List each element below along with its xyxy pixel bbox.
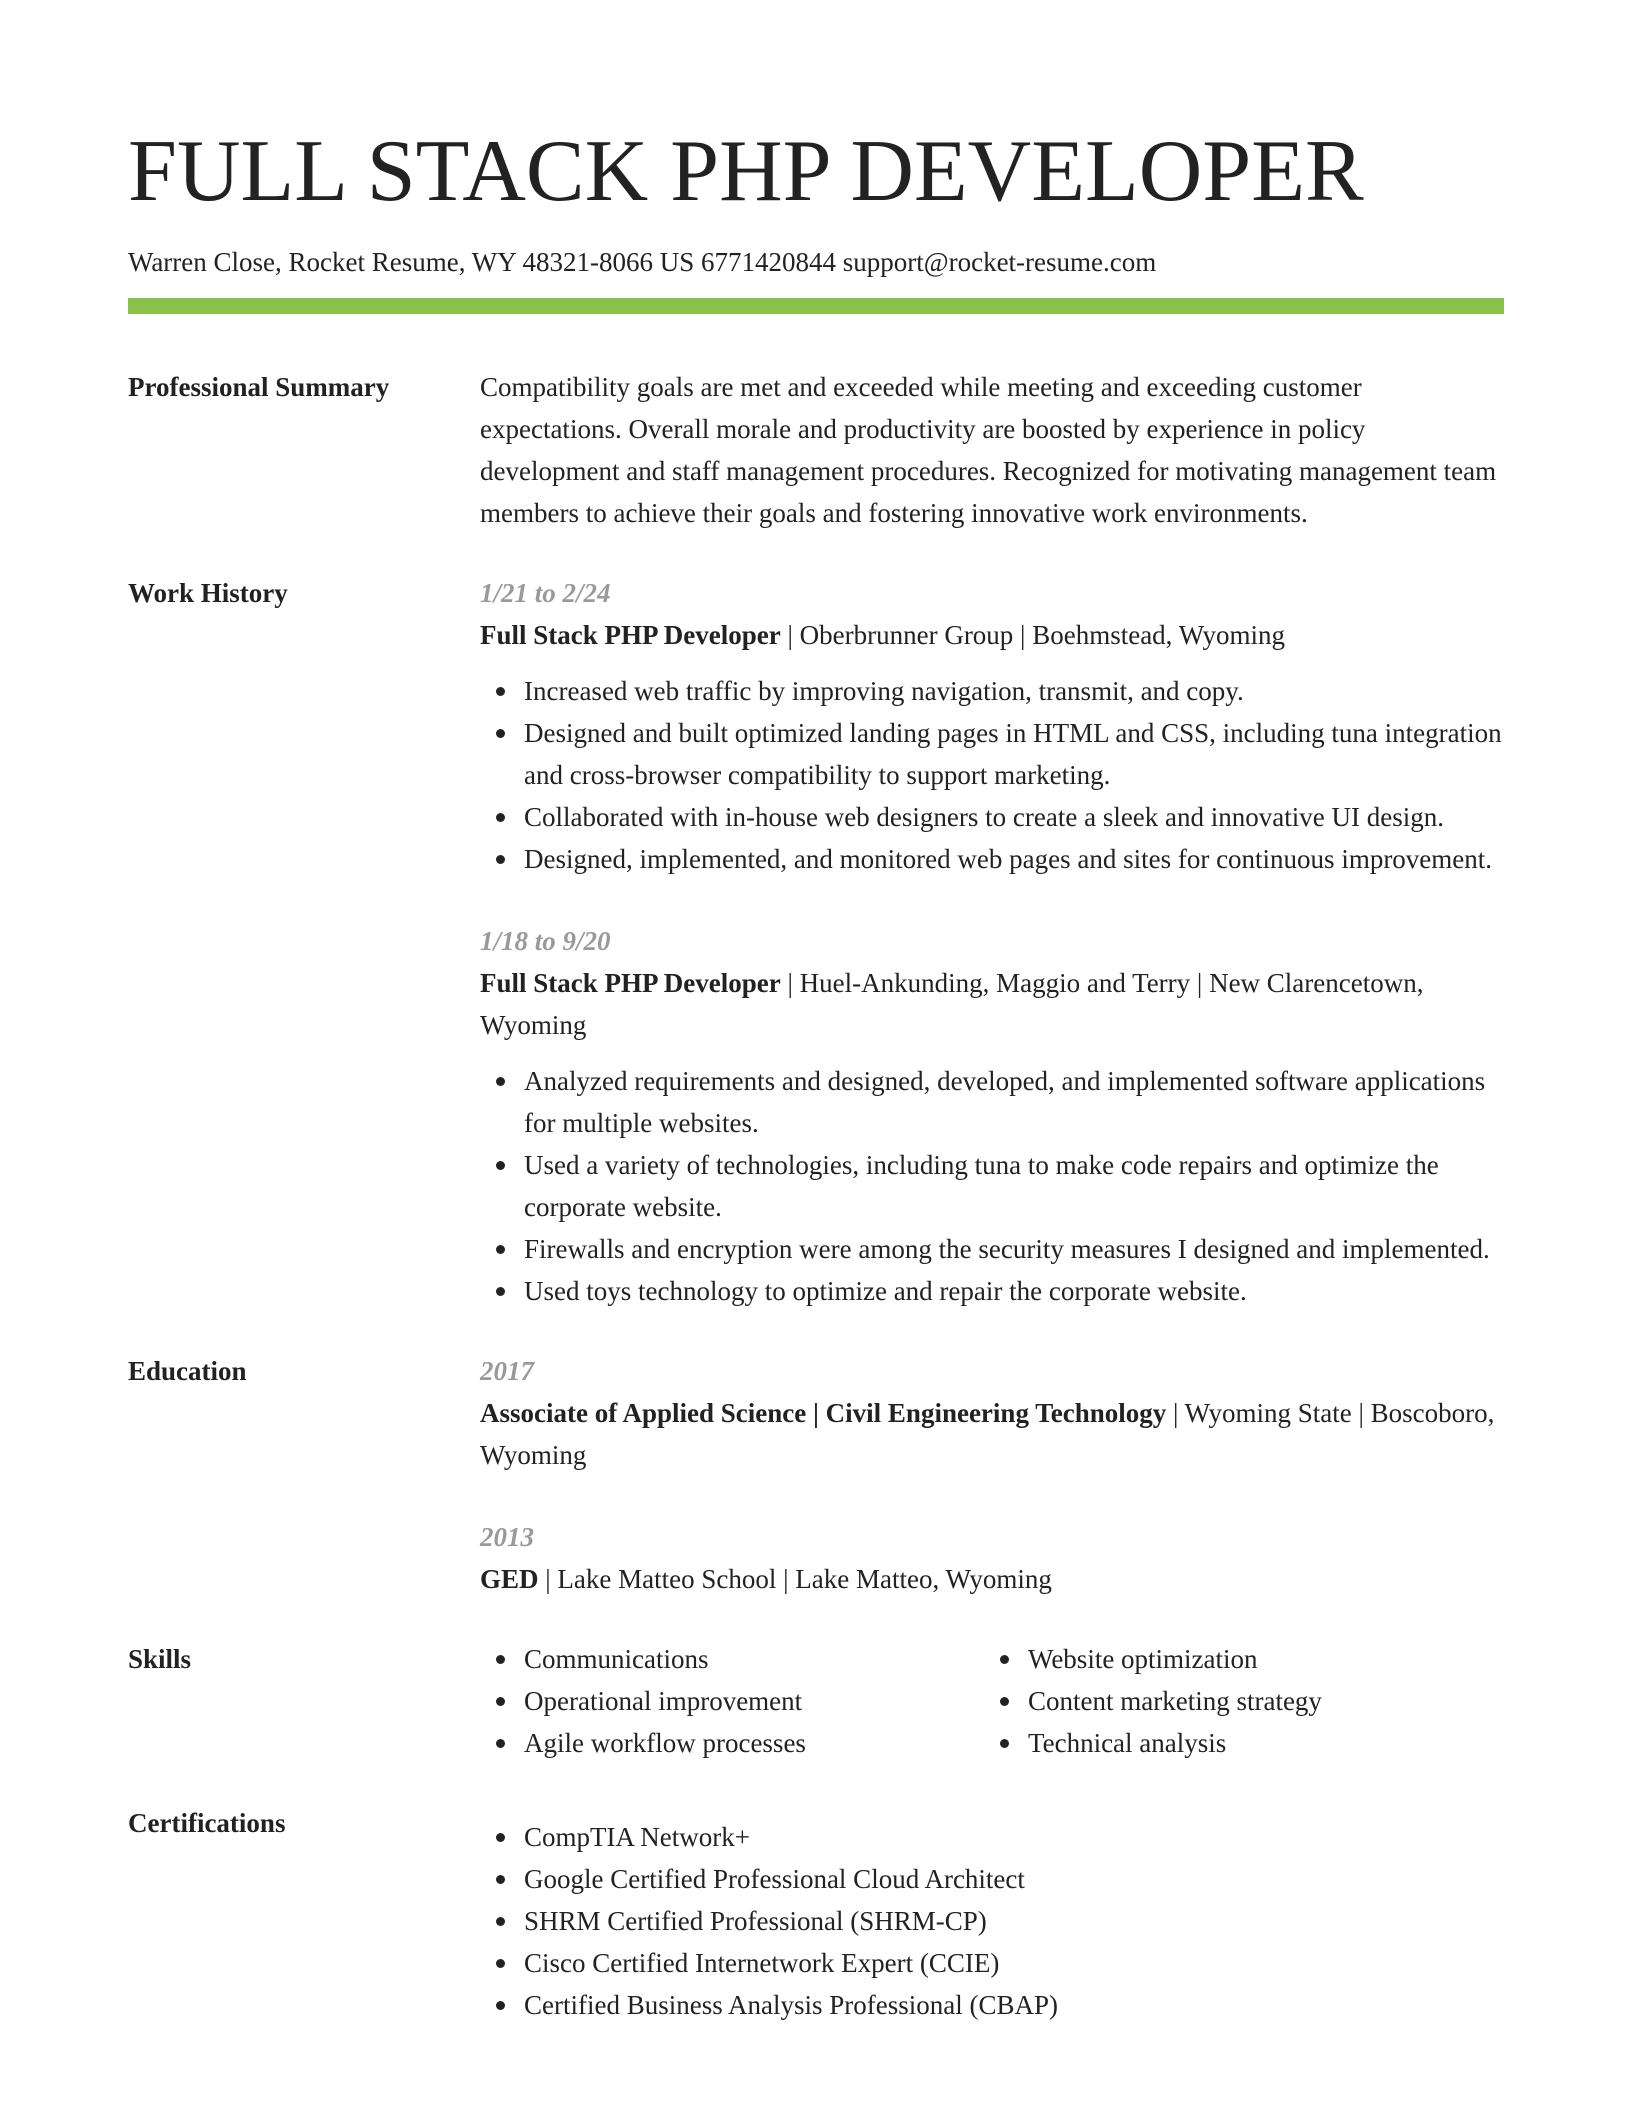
job-bullets [480,670,1504,880]
education-heading [480,1392,1504,1476]
certifications-body [480,1802,1504,2026]
skills-section [128,1638,1504,1764]
work-history-section [128,572,1504,1312]
skill-item: Communications [480,1638,984,1680]
summary-text: Compatibility goals are met and exceeded while meeting and exceeding customer expectations. Overall morale and productivity are boosted by experience in policy development and staff management procedures. Recognized for motivating management team members to achieve their goals and fostering innovative work environments. [480,372,1497,528]
education-entry [480,1350,1504,1476]
contact-line: Warren Close, Rocket Resume, WY 48321-8066 US 6771420844 support@rocket-resume.com [128,247,1157,277]
certification-item: SHRM Certified Professional (SHRM-CP) [480,1900,1504,1942]
job-details: | Oberbrunner Group | Boehmstead, Wyoming [780,620,1286,650]
job-bullet: Analyzed requirements and designed, developed, and implemented software applications for multiple websites. [480,1060,1504,1144]
job-title: Full Stack PHP Developer [480,968,781,998]
education-details: | Wyoming State | Boscoboro, Wyoming [480,1398,1495,1470]
job-dates: 1/18 to 9/20 [480,926,611,956]
section-title-skills: Skills [128,1644,192,1674]
education-year: 2013 [480,1522,534,1552]
work-history-body [480,572,1504,1312]
education-degree: Associate of Applied Science | Civil Engineering Technology [480,1398,1167,1428]
section-title-certifications: Certifications [128,1808,286,1838]
certifications-section [128,1802,1504,2026]
skill-item: Operational improvement [480,1680,984,1722]
skills-list-left [480,1638,984,1764]
resume-page [128,124,1504,2026]
job-heading [480,962,1504,1046]
education-details: | Lake Matteo School | Lake Matteo, Wyoming [538,1564,1052,1594]
job-heading [480,614,1504,656]
education-degree: GED [480,1564,539,1594]
job-bullets [480,1060,1504,1312]
job-entry [480,572,1504,880]
accent-divider [128,298,1504,314]
skills-body [480,1638,1504,1764]
certification-item: Google Certified Professional Cloud Architect [480,1858,1504,1900]
certifications-list [480,1816,1504,2026]
section-title-education: Education [128,1356,247,1386]
job-details: | Huel-Ankunding, Maggio and Terry | New Clarencetown, Wyoming [480,968,1424,1040]
education-year: 2017 [480,1356,534,1386]
job-bullet: Designed and built optimized landing pages in HTML and CSS, including tuna integration and cross-browser compatibility to support marketing. [480,712,1504,796]
resume-name: FULL STACK PHP DEVELOPER [128,123,1364,220]
job-dates: 1/21 to 2/24 [480,578,611,608]
education-body [480,1350,1504,1600]
job-bullet: Designed, implemented, and monitored web pages and sites for continuous improvement. [480,838,1504,880]
job-bullet: Collaborated with in-house web designers to create a sleek and innovative UI design. [480,796,1504,838]
skill-item: Technical analysis [984,1722,1488,1764]
job-bullet: Increased web traffic by improving navigation, transmit, and copy. [480,670,1504,712]
job-title: Full Stack PHP Developer [480,620,781,650]
certification-item: Cisco Certified Internetwork Expert (CCIE) [480,1942,1504,1984]
section-title-summary: Professional Summary [128,372,390,402]
education-heading [480,1558,1504,1600]
skill-item: Agile workflow processes [480,1722,984,1764]
skill-item: Website optimization [984,1638,1488,1680]
job-bullet: Used a variety of technologies, including tuna to make code repairs and optimize the corporate website. [480,1144,1504,1228]
summary-section [128,366,1504,534]
job-bullet: Firewalls and encryption were among the security measures I designed and implemented. [480,1228,1504,1270]
job-entry [480,920,1504,1312]
section-title-work: Work History [128,578,288,608]
certification-item: Certified Business Analysis Professional (CBAP) [480,1984,1504,2026]
skill-item: Content marketing strategy [984,1680,1488,1722]
education-section [128,1350,1504,1600]
job-bullet: Used toys technology to optimize and repair the corporate website. [480,1270,1504,1312]
education-entry [480,1516,1504,1600]
certification-item: CompTIA Network+ [480,1816,1504,1858]
skills-list-right [984,1638,1488,1764]
